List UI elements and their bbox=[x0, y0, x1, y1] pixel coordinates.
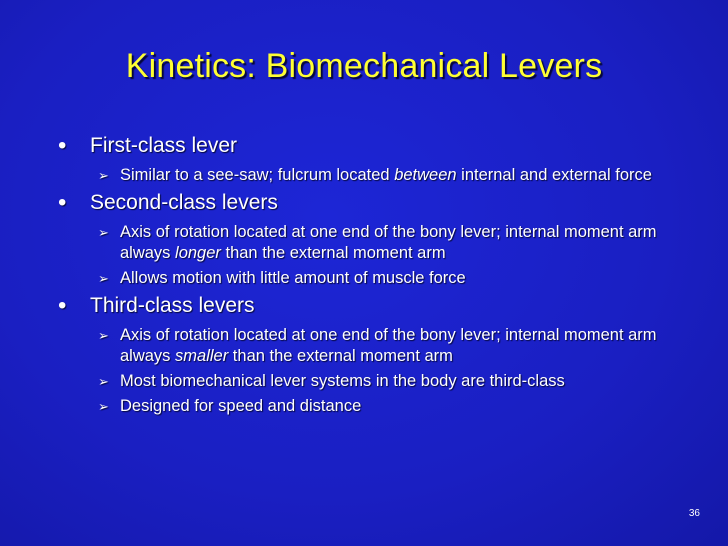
sub-bullet-text-emphasis: smaller bbox=[175, 347, 229, 365]
sub-bullet-text-pre: Designed for speed and distance bbox=[120, 397, 362, 415]
sub-bullet-text-pre: Most biomechanical lever systems in the body are third-class bbox=[120, 372, 565, 390]
arrow-bullet-icon: ➢ bbox=[98, 225, 109, 240]
slide-title: Kinetics: Biomechanical Levers bbox=[125, 47, 603, 85]
bullet-icon: • bbox=[58, 292, 67, 319]
sub-bullet-text-pre: Axis of rotation located at one end of the bony lever; internal moment arm always bbox=[120, 223, 657, 262]
page-number: 36 bbox=[688, 508, 700, 519]
sub-bullet-text-pre: Allows motion with little amount of muscle force bbox=[120, 269, 466, 287]
sub-bullet-text-post: internal and external force bbox=[456, 166, 652, 184]
bullet-icon: • bbox=[58, 189, 67, 216]
arrow-bullet-icon: ➢ bbox=[98, 168, 109, 183]
sub-bullet bbox=[58, 268, 678, 289]
bullet-label: Second-class levers bbox=[90, 191, 278, 214]
sub-bullet-text-pre: Similar to a see-saw; fulcrum located bbox=[120, 166, 395, 184]
sub-bullet-text-pre: Axis of rotation located at one end of the bony lever; internal moment arm always bbox=[120, 326, 657, 365]
sub-bullet bbox=[58, 222, 678, 264]
arrow-bullet-icon: ➢ bbox=[98, 328, 109, 343]
arrow-bullet-icon: ➢ bbox=[98, 374, 109, 389]
sub-bullet bbox=[58, 165, 678, 186]
sub-bullet bbox=[58, 396, 678, 417]
sub-bullet-text-post: than the external moment arm bbox=[228, 347, 453, 365]
bullet-icon: • bbox=[58, 132, 67, 159]
bullet-label: First-class lever bbox=[90, 134, 238, 157]
sub-bullet-text-emphasis: longer bbox=[175, 244, 221, 262]
sub-bullet bbox=[58, 325, 678, 367]
bullet-first-class-lever bbox=[58, 133, 678, 159]
bullet-second-class-levers bbox=[58, 190, 678, 216]
slide-content bbox=[58, 133, 678, 421]
sub-bullet-text-emphasis: between bbox=[394, 166, 457, 184]
sub-bullet bbox=[58, 371, 678, 392]
arrow-bullet-icon: ➢ bbox=[98, 399, 109, 414]
bullet-third-class-levers bbox=[58, 293, 678, 319]
bullet-label: Third-class levers bbox=[90, 294, 255, 317]
arrow-bullet-icon: ➢ bbox=[98, 271, 109, 286]
sub-bullet-text-post: than the external moment arm bbox=[220, 244, 446, 262]
